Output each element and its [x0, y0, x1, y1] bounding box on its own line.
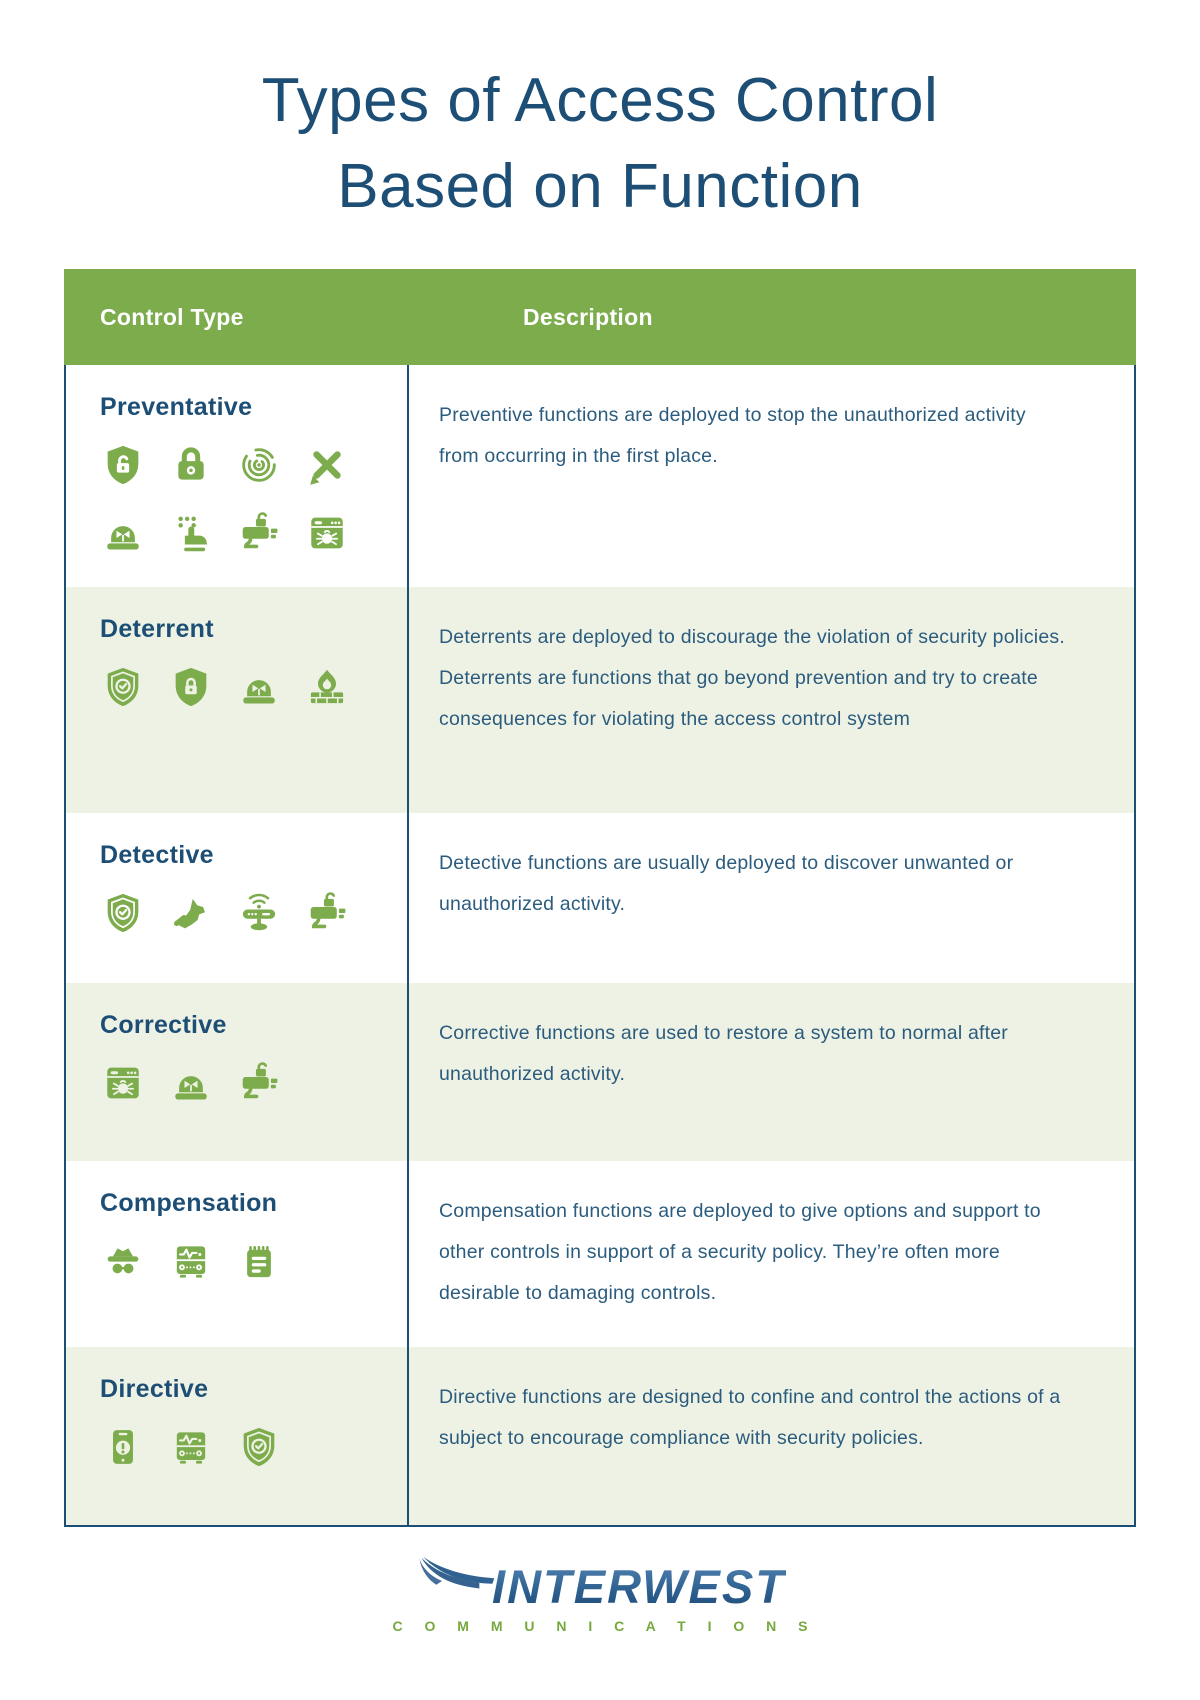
- row-title: Directive: [100, 1375, 209, 1404]
- control-type-cell: [66, 983, 409, 1161]
- control-type-cell: [66, 1347, 409, 1525]
- browser-bug-icon: [304, 510, 350, 556]
- wifi-router-icon: [236, 890, 282, 936]
- control-type-cell: [66, 813, 409, 983]
- control-type-cell: [66, 587, 409, 813]
- phone-alert-icon: [100, 1424, 146, 1470]
- shield-lock-icon: [168, 664, 214, 710]
- monitor-server-icon: [168, 1238, 214, 1284]
- table-body: [64, 365, 1136, 1527]
- description-cell: Detective functions are usually deployed to discover unwanted or unauthorized activity.: [439, 852, 1014, 916]
- shield-check-icon: [100, 664, 146, 710]
- cctv-lock-icon: [304, 890, 350, 936]
- spy-icon: [100, 1238, 146, 1284]
- clipboard-icon: [236, 1238, 282, 1284]
- padlock-icon: [168, 442, 214, 488]
- page-title: [0, 0, 1200, 229]
- siren-icon: [100, 510, 146, 556]
- table-row-corrective: [66, 983, 1134, 1161]
- table-header-row: [64, 269, 1136, 365]
- row-icons: [100, 890, 380, 936]
- row-title: Corrective: [100, 1011, 227, 1040]
- description-cell: Deterrents are deployed to discourage the violation of security policies. Deterrents are functions that go beyond prevention and try to create consequences for violating the access control system: [439, 626, 1065, 731]
- swoosh-icon: [414, 1552, 498, 1610]
- description-cell: Preventive functions are deployed to stop the unauthorized activity from occurring in the first place.: [439, 404, 1026, 468]
- page-title-line-2: Based on Function: [337, 151, 863, 221]
- access-control-table: [64, 269, 1136, 1527]
- interwest-logo: [0, 1552, 1200, 1634]
- table-row-deterrent: [66, 587, 1134, 813]
- header-description: Description: [523, 303, 653, 330]
- table-row-preventative: [66, 365, 1134, 587]
- table-row-detective: [66, 813, 1134, 983]
- row-title: Detective: [100, 841, 214, 870]
- guard-dog-icon: [168, 890, 214, 936]
- row-icons: [100, 664, 380, 710]
- page-title-line-1: Types of Access Control: [261, 66, 939, 135]
- row-icons: [100, 1060, 380, 1106]
- shield-unlock-icon: [100, 442, 146, 488]
- row-icons: [100, 442, 380, 556]
- browser-bug-icon: [100, 1060, 146, 1106]
- firewall-flame-icon: [304, 664, 350, 710]
- cctv-lock-icon: [236, 1060, 282, 1106]
- description-cell: Directive functions are designed to confine and control the actions of a subject to encourage compliance with security policies.: [439, 1386, 1061, 1450]
- table-row-compensation: [66, 1161, 1134, 1347]
- row-icons: [100, 1424, 380, 1470]
- siren-icon: [168, 1060, 214, 1106]
- header-control-type: Control Type: [100, 303, 244, 330]
- control-type-cell: [66, 365, 409, 587]
- siren-icon: [236, 664, 282, 710]
- description-cell: Compensation functions are deployed to give options and support to other controls in support of a security policy. They’re often more desirable to damaging controls.: [439, 1200, 1041, 1305]
- logo-subbrand: C O M M U N I C A T I O N S: [392, 1618, 817, 1634]
- monitor-server-icon: [168, 1424, 214, 1470]
- shield-check-icon: [236, 1424, 282, 1470]
- control-type-cell: [66, 1161, 409, 1347]
- logo-brand: INTERWEST: [492, 1560, 786, 1613]
- fingerprint-icon: [236, 442, 282, 488]
- row-title: Deterrent: [100, 615, 214, 644]
- shield-check-icon: [100, 890, 146, 936]
- description-cell: Corrective functions are used to restore a system to normal after unauthorized activity.: [439, 1022, 1008, 1086]
- row-icons: [100, 1238, 380, 1284]
- crossed-batons-icon: [304, 442, 350, 488]
- cctv-lock-icon: [236, 510, 282, 556]
- row-title: Compensation: [100, 1189, 278, 1218]
- keypad-hand-icon: [168, 510, 214, 556]
- row-title: Preventative: [100, 393, 253, 422]
- table-row-directive: [66, 1347, 1134, 1525]
